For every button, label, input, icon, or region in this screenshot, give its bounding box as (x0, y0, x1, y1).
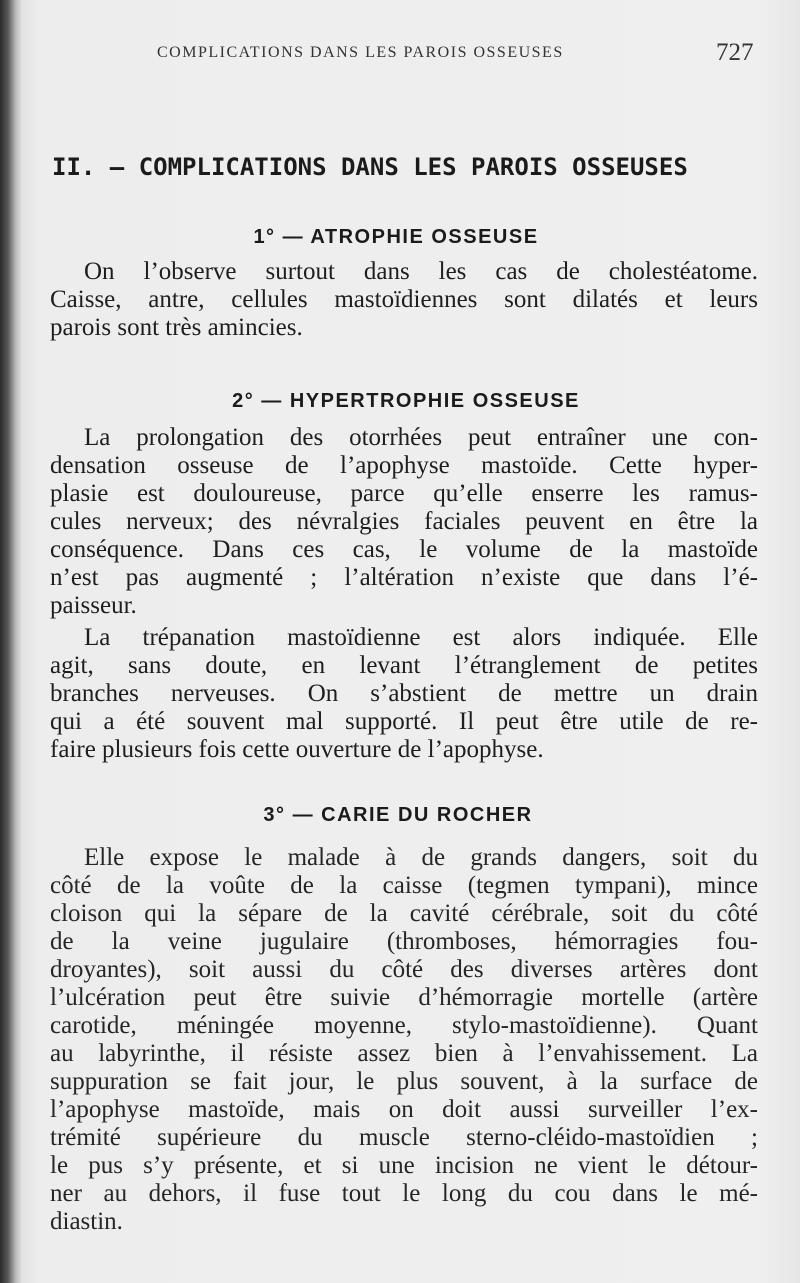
text-line: On l’observe surtout dans les cas de cholestéatome. (84, 258, 758, 285)
text-line: La trépanation mastoïdienne est alors indiquée. Elle (84, 624, 758, 651)
text-line: paisseur. (50, 592, 137, 619)
text-line: trémité supérieure du muscle sterno-cléido-mastoïdien ; (50, 1124, 758, 1151)
text-line: conséquence. Dans ces cas, le volume de la mastoïde (50, 536, 758, 563)
text-line: carotide, méningée moyenne, stylo-mastoïdienne). Quant (50, 1012, 758, 1039)
text-line: agit, sans doute, en levant l’étranglement de petites (50, 652, 758, 679)
text-line: l’apophyse mastoïde, mais on doit aussi surveiller l’ex- (50, 1096, 758, 1123)
text-line: cloison qui la sépare de la cavité cérébrale, soit du côté (50, 900, 758, 927)
text-line: de la veine jugulaire (thromboses, hémorragies fou- (50, 928, 758, 955)
text-line: diastin. (50, 1208, 123, 1235)
text-line: faire plusieurs fois cette ouverture de l’apophyse. (50, 736, 544, 763)
running-title: COMPLICATIONS DANS LES PAROIS OSSEUSES (157, 44, 564, 61)
section-heading-carie: 3° — CARIE DU ROCHER (263, 804, 533, 826)
text-line: parois sont très amincies. (50, 314, 303, 341)
paragraph-hypertrophie-1 (50, 424, 758, 620)
text-line: l’ulcération peut être suivie d’hémorragie mortelle (artère (50, 984, 758, 1011)
text-line: ner au dehors, il fuse tout le long du cou dans le mé- (50, 1180, 758, 1207)
text-line: Elle expose le malade à de grands dangers, soit du (84, 844, 758, 871)
text-line: densation osseuse de l’apophyse mastoïde. Cette hyper- (50, 452, 758, 479)
page-spine-shadow (0, 0, 22, 1283)
text-line: plasie est douloureuse, parce qu’elle enserre les ramus- (50, 480, 758, 507)
text-line: côté de la voûte de la caisse (tegmen tympani), mince (50, 872, 758, 899)
paragraph-carie (50, 844, 758, 1236)
paragraph-atrophie (50, 258, 758, 342)
page-number: 727 (716, 39, 754, 66)
paragraph-hypertrophie-2 (50, 624, 758, 764)
text-line: le pus s’y présente, et si une incision ne vient le détour- (50, 1152, 758, 1179)
text-line: La prolongation des otorrhées peut entraîner une con- (84, 424, 758, 451)
section-heading-hypertrophie: 2° — HYPERTROPHIE OSSEUSE (232, 390, 580, 412)
text-line: cules nerveux; des névralgies faciales peuvent en être la (50, 508, 758, 535)
text-line: qui a été souvent mal supporté. Il peut être utile de re- (50, 708, 758, 735)
section-heading-atrophie: 1° — ATROPHIE OSSEUSE (253, 226, 539, 248)
text-line: droyantes), soit aussi du côté des diverses artères dont (50, 956, 758, 983)
text-line: n’est pas augmenté ; l’altération n’existe que dans l’é- (50, 564, 758, 591)
text-line: au labyrinthe, il résiste assez bien à l’envahissement. La (50, 1040, 758, 1067)
chapter-title: II. — COMPLICATIONS DANS LES PAROIS OSSEUSES (52, 153, 688, 181)
text-line: branches nerveuses. On s’abstient de mettre un drain (50, 680, 758, 707)
text-line: Caisse, antre, cellules mastoïdiennes sont dilatés et leurs (50, 286, 758, 313)
text-line: suppuration se fait jour, le plus souvent, à la surface de (50, 1068, 758, 1095)
